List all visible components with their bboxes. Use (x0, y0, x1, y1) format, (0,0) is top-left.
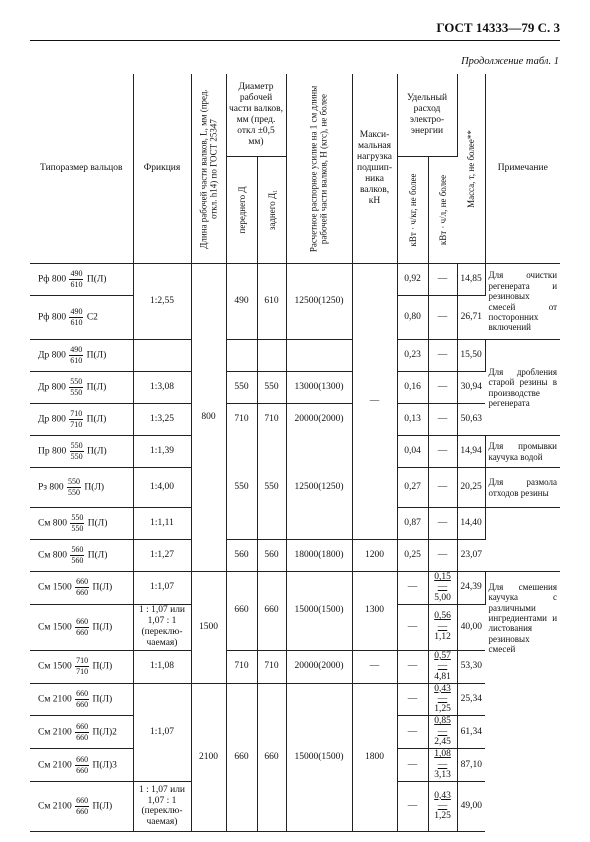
force-cell: 18000(1800) (286, 540, 352, 572)
col-kwkg-header: кВт · ч/кг, не более (397, 157, 428, 264)
table-row (30, 572, 560, 605)
rear-diam-cell: 550 (257, 372, 286, 404)
rear-diam-cell: 660 (257, 683, 286, 831)
kwkg-cell: 0,27 (397, 468, 428, 508)
kwkg-cell: — (397, 604, 428, 650)
kwl-cell: $\frac{0,43—}{1,25}$ (428, 683, 457, 716)
friction-cell: 1 : 1,07 или 1,07 : 1 (переклю-чаемая) (133, 781, 191, 831)
kwkg-cell: — (397, 716, 428, 749)
col-energy-header: Удельный расход электро-энергии (397, 74, 457, 157)
table-row (30, 683, 560, 716)
friction-cell: 1:3,08 (133, 372, 191, 404)
type-cell: См 1500 $\frac{660}{660}$ П(Л) (30, 604, 133, 650)
table-continuation-label: Продолжение табл. 1 (461, 56, 559, 67)
table-row (30, 372, 560, 404)
table-row (30, 540, 560, 572)
header-rule (30, 40, 560, 41)
front-diam-cell: 710 (226, 650, 257, 683)
type-cell: См 2100 $\frac{660}{660}$ П(Л) (30, 683, 133, 716)
type-cell: Др 800 $\frac{490}{610}$ П(Л) (30, 340, 133, 372)
front-diam-cell: 660 (226, 683, 257, 831)
kwkg-cell: 0,92 (397, 264, 428, 296)
col-rear-header: заднего Д₁ (257, 157, 286, 264)
friction-cell: 1 : 1,07 или 1,07 : 1 (переклю-чаемая) (133, 604, 191, 650)
mass-cell: 40,00 (457, 604, 485, 650)
friction-cell (133, 340, 191, 372)
mass-cell: 25,34 (457, 683, 485, 716)
kwkg-cell: — (397, 650, 428, 683)
kwkg-cell: 0,23 (397, 340, 428, 372)
friction-cell: 1:3,25 (133, 404, 191, 436)
friction-cell: 1:4,00 (133, 468, 191, 508)
front-diam-cell (226, 340, 257, 372)
col-type-header: Типоразмер вальцов (30, 74, 133, 264)
maxload-cell: 1200 (352, 540, 397, 572)
type-cell: См 2100 $\frac{660}{660}$ П(Л)2 (30, 716, 133, 749)
type-cell: См 2100 $\frac{660}{660}$ П(Л)3 (30, 749, 133, 782)
length-cell: 800 (191, 264, 226, 572)
friction-cell: 1:2,55 (133, 264, 191, 340)
front-diam-cell: 560 (226, 540, 257, 572)
kwkg-cell: 0,80 (397, 296, 428, 340)
kwl-cell: — (428, 508, 457, 540)
type-cell: Рф 800 $\frac{490}{610}$ П(Л) (30, 264, 133, 296)
maxload-cell: — (352, 650, 397, 683)
force-cell: 15000(1500) (286, 683, 352, 831)
mass-cell: 14,94 (457, 436, 485, 468)
friction-cell: 1:1,39 (133, 436, 191, 468)
mass-cell: 24,39 (457, 572, 485, 605)
rear-diam-cell: 610 (257, 264, 286, 340)
kwl-cell: — (428, 468, 457, 508)
maxload-cell: 1800 (352, 683, 397, 831)
kwl-cell: $\frac{0,57—}{4,81}$ (428, 650, 457, 683)
col-force-header: Расчетное распорное усилие на 1 см длины рабочей части валков, Н (кгс), не более (286, 74, 352, 264)
col-diameter-header: Диаметр рабочей части валков, мм (пред. откл ±0,5 мм) (226, 74, 286, 157)
kwkg-cell: 0,87 (397, 508, 428, 540)
rear-diam-cell (257, 340, 286, 372)
maxload-cell: 1300 (352, 572, 397, 651)
mass-cell: 26,71 (457, 296, 485, 340)
type-cell: См 2100 $\frac{660}{660}$ П(Л) (30, 781, 133, 831)
kwl-cell: $\frac{0,56—}{1,12}$ (428, 604, 457, 650)
note-cell: Для размола отходов резины (485, 468, 560, 508)
note-cell: Для очистки регенерата и резиновых смесей от посторонних включений (485, 264, 560, 340)
type-cell: Др 800 $\frac{710}{710}$ П(Л) (30, 404, 133, 436)
type-cell: См 800 $\frac{550}{550}$ П(Л) (30, 508, 133, 540)
note-cell: Для дробления старой резины в производстве регенерата (485, 340, 560, 436)
friction-cell: 1:1,27 (133, 540, 191, 572)
kwl-cell: — (428, 404, 457, 436)
friction-cell: 1:1,08 (133, 650, 191, 683)
table-row (30, 436, 560, 468)
type-cell: См 800 $\frac{560}{560}$ П(Л) (30, 540, 133, 572)
friction-cell: 1:1,07 (133, 572, 191, 605)
force-cell: 13000(1300) (286, 372, 352, 404)
mass-cell: 87,10 (457, 749, 485, 782)
table-row (30, 404, 560, 436)
mass-cell: 15,50 (457, 340, 485, 372)
rear-diam-cell: 710 (257, 404, 286, 436)
kwl-cell: — (428, 296, 457, 340)
table-row (30, 340, 560, 372)
force-cell: 12500(1250) (286, 436, 352, 540)
kwkg-cell: 0,25 (397, 540, 428, 572)
kwl-cell: $\frac{0,85—}{2,45}$ (428, 716, 457, 749)
type-cell: Пр 800 $\frac{550}{550}$ П(Л) (30, 436, 133, 468)
kwkg-cell: — (397, 683, 428, 716)
maxload-cell: — (352, 264, 397, 540)
table-row (30, 264, 560, 296)
force-cell: 20000(2000) (286, 650, 352, 683)
table-row (30, 650, 560, 683)
friction-cell: 1:1,07 (133, 683, 191, 781)
col-friction-header: Фрикция (133, 74, 191, 264)
mass-cell: 14,85 (457, 264, 485, 296)
col-front-header: переднего Д (226, 157, 257, 264)
mass-cell: 23,07 (457, 540, 485, 572)
kwkg-cell: — (397, 572, 428, 605)
kwl-cell: $\frac{1,08—}{3,13}$ (428, 749, 457, 782)
page-header: ГОСТ 14333—79 С. 3 (436, 20, 560, 35)
col-length-header: Длина рабочей части валков, L, мм (пред. откл. h14) по ГОСТ 25347 (191, 74, 226, 264)
force-cell: 12500(1250) (286, 264, 352, 340)
mass-cell: 49,00 (457, 781, 485, 831)
kwkg-cell: 0,13 (397, 404, 428, 436)
kwl-cell: — (428, 264, 457, 296)
front-diam-cell: 550 (226, 436, 257, 540)
note-cell: Для промывки каучука водой (485, 436, 560, 468)
kwl-cell: — (428, 540, 457, 572)
col-kwl-header: кВт · ч/л, не более (428, 157, 457, 264)
type-cell: Рф 800 $\frac{490}{610}$ С2 (30, 296, 133, 340)
mass-cell: 50,63 (457, 404, 485, 436)
type-cell: См 1500 $\frac{660}{660}$ П(Л) (30, 572, 133, 605)
kwl-cell: — (428, 436, 457, 468)
kwl-cell: — (428, 340, 457, 372)
kwkg-cell: — (397, 749, 428, 782)
kwl-cell: $\frac{0,15—}{5,00}$ (428, 572, 457, 605)
col-maxload-header: Макси-мальная нагрузка подшип-ника валков, кН (352, 74, 397, 264)
note-cell (485, 508, 560, 572)
rear-diam-cell: 710 (257, 650, 286, 683)
type-cell: Др 800 $\frac{550}{550}$ П(Л) (30, 372, 133, 404)
kwkg-cell: 0,16 (397, 372, 428, 404)
rear-diam-cell: 560 (257, 540, 286, 572)
kwkg-cell: — (397, 781, 428, 831)
kwkg-cell: 0,04 (397, 436, 428, 468)
col-note-header: Примечание (485, 74, 560, 264)
friction-cell: 1:1,11 (133, 508, 191, 540)
front-diam-cell: 550 (226, 372, 257, 404)
mass-cell: 61,34 (457, 716, 485, 749)
force-cell: 20000(2000) (286, 404, 352, 436)
kwl-cell: $\frac{0,43—}{1,25}$ (428, 781, 457, 831)
mass-cell: 14,40 (457, 508, 485, 540)
front-diam-cell: 660 (226, 572, 257, 651)
length-cell: 2100 (191, 683, 226, 831)
length-cell: 1500 (191, 572, 226, 684)
rear-diam-cell: 550 (257, 436, 286, 540)
spec-table (30, 74, 560, 832)
mass-cell: 53,30 (457, 650, 485, 683)
type-cell: См 1500 $\frac{710}{710}$ П(Л) (30, 650, 133, 683)
mass-cell: 30,94 (457, 372, 485, 404)
force-cell: 15000(1500) (286, 572, 352, 651)
col-mass-header: Масса, т, не более** (457, 74, 485, 264)
mass-cell: 20,25 (457, 468, 485, 508)
force-cell (286, 340, 352, 372)
kwl-cell: — (428, 372, 457, 404)
front-diam-cell: 710 (226, 404, 257, 436)
front-diam-cell: 490 (226, 264, 257, 340)
type-cell: Рз 800 $\frac{550}{550}$ П(Л) (30, 468, 133, 508)
rear-diam-cell: 660 (257, 572, 286, 651)
note-cell: Для смешения каучука с различными ингредиентами и листования резиновых смесей (488, 582, 558, 655)
